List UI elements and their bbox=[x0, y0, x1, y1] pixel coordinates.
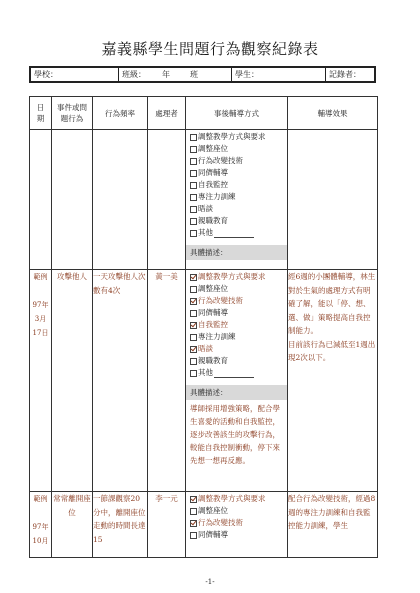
checkbox-option bbox=[190, 283, 287, 295]
checkbox-option bbox=[190, 343, 287, 355]
header-effect: 輔導效果 bbox=[288, 97, 378, 130]
class-label: 班級： bbox=[122, 70, 146, 79]
checkbox-option bbox=[190, 191, 287, 203]
method-cell bbox=[186, 492, 288, 558]
checked-box-icon[interactable] bbox=[190, 496, 197, 503]
checkbox-option bbox=[190, 505, 287, 517]
checkbox-option bbox=[190, 529, 287, 541]
checkbox-label: 行為改變技術 bbox=[198, 518, 243, 527]
empty-box-icon[interactable] bbox=[190, 146, 197, 153]
table-row bbox=[30, 130, 378, 270]
checkbox-label: 調整教學方式與要求 bbox=[198, 132, 266, 141]
header-date: 日期 bbox=[30, 97, 52, 130]
checkbox-option bbox=[190, 355, 287, 367]
checkbox-option bbox=[190, 131, 287, 143]
checkbox-option bbox=[190, 307, 287, 319]
checkbox-label: 晤談 bbox=[198, 204, 213, 213]
checkbox-label: 調整座位 bbox=[198, 506, 228, 515]
other-blank-line bbox=[214, 369, 254, 378]
empty-box-icon[interactable] bbox=[190, 170, 197, 177]
header-method: 事後輔導方式 bbox=[186, 97, 288, 130]
checkbox-list bbox=[186, 270, 287, 379]
header-handler: 處理者 bbox=[148, 97, 186, 130]
event-cell: 常常離開座位 bbox=[52, 492, 93, 558]
checkbox-option bbox=[190, 227, 287, 239]
checkbox-label: 同儕輔導 bbox=[198, 168, 228, 177]
student-info-bar bbox=[29, 66, 376, 83]
checkbox-option bbox=[190, 331, 287, 343]
handler-cell bbox=[148, 130, 186, 270]
school-field: 學校： bbox=[34, 70, 58, 79]
header-event: 事件或問題行為 bbox=[52, 97, 93, 130]
event-cell bbox=[52, 130, 93, 270]
checkbox-list bbox=[186, 130, 287, 239]
date-cell: 範例 97年 3月 17日 bbox=[30, 270, 52, 492]
checkbox-label: 調整教學方式與要求 bbox=[198, 272, 266, 281]
checkbox-label: 同儕輔導 bbox=[198, 308, 228, 317]
empty-box-icon[interactable] bbox=[190, 370, 197, 377]
handler-cell: 黃一美 bbox=[148, 270, 186, 492]
handler-cell: 李一元 bbox=[148, 492, 186, 558]
detail-text bbox=[186, 260, 287, 264]
checkbox-label: 晤談 bbox=[198, 344, 213, 353]
effect-cell: 經6週的小團體輔導，林生對於生氣的處理方式有明確了解，能以「停、想、選、做」策略提高自我控制能力。 目前該行為已減低至1週出現2次以下。 bbox=[288, 270, 378, 492]
checkbox-label: 其他 bbox=[198, 368, 213, 377]
empty-box-icon[interactable] bbox=[190, 182, 197, 189]
header-frequency: 行為頻率 bbox=[93, 97, 148, 130]
checkbox-label: 自我監控 bbox=[198, 320, 228, 329]
grade-label: 年 bbox=[162, 70, 170, 79]
method-cell bbox=[186, 270, 288, 492]
checkbox-label: 調整座位 bbox=[198, 144, 228, 153]
method-cell bbox=[186, 130, 288, 270]
table-header-row bbox=[30, 97, 378, 130]
empty-box-icon[interactable] bbox=[190, 310, 197, 317]
empty-box-icon[interactable] bbox=[190, 134, 197, 141]
empty-box-icon[interactable] bbox=[190, 286, 197, 293]
page-number: -1- bbox=[205, 578, 215, 586]
other-blank-line bbox=[214, 229, 254, 238]
checkbox-option bbox=[190, 493, 287, 505]
empty-box-icon[interactable] bbox=[190, 358, 197, 365]
checkbox-label: 自我監控 bbox=[198, 180, 228, 189]
empty-box-icon[interactable] bbox=[190, 532, 197, 539]
class-unit-label: 班 bbox=[190, 70, 198, 79]
table-row bbox=[30, 492, 378, 558]
recorder-field: 記錄者： bbox=[325, 68, 374, 81]
empty-box-icon[interactable] bbox=[190, 194, 197, 201]
checkbox-label: 調整座位 bbox=[198, 284, 228, 293]
checked-box-icon[interactable] bbox=[190, 298, 197, 305]
checked-box-icon[interactable] bbox=[190, 346, 197, 353]
checkbox-label: 親職教育 bbox=[198, 216, 228, 225]
checked-box-icon[interactable] bbox=[190, 520, 197, 527]
checkbox-option bbox=[190, 203, 287, 215]
table-row bbox=[30, 270, 378, 492]
empty-box-icon[interactable] bbox=[190, 334, 197, 341]
frequency-cell bbox=[93, 130, 148, 270]
student-field: 學生： bbox=[231, 68, 325, 81]
checkbox-option bbox=[190, 155, 287, 167]
detail-label: 具體描述： bbox=[186, 245, 287, 260]
event-cell: 攻擊他人 bbox=[52, 270, 93, 492]
frequency-cell: 一節課觀察20分中，離開座位走動的時間長達15 bbox=[93, 492, 148, 558]
checkbox-label: 親職教育 bbox=[198, 356, 228, 365]
checkbox-option bbox=[190, 295, 287, 307]
checkbox-list bbox=[186, 492, 287, 541]
checkbox-label: 調整教學方式與要求 bbox=[198, 494, 266, 503]
checkbox-option bbox=[190, 319, 287, 331]
date-cell: 範例 97年 10月 bbox=[30, 492, 52, 558]
effect-cell: 配合行為改變技術，經過8週的專注力訓練和自我監控能力訓練，學生 bbox=[288, 492, 378, 558]
checkbox-option bbox=[190, 367, 287, 379]
checked-box-icon[interactable] bbox=[190, 274, 197, 281]
checkbox-label: 其他 bbox=[198, 228, 213, 237]
empty-box-icon[interactable] bbox=[190, 508, 197, 515]
checkbox-label: 行為改變技術 bbox=[198, 156, 243, 165]
class-field bbox=[118, 68, 231, 81]
empty-box-icon[interactable] bbox=[190, 230, 197, 237]
checkbox-label: 專注力訓練 bbox=[198, 332, 236, 341]
checkbox-label: 行為改變技術 bbox=[198, 296, 243, 305]
checkbox-option bbox=[190, 167, 287, 179]
page-title: 嘉義縣學生問題行為觀察紀錄表 bbox=[101, 40, 319, 58]
empty-box-icon[interactable] bbox=[190, 158, 197, 165]
checkbox-label: 同儕輔導 bbox=[198, 530, 228, 539]
checkbox-option bbox=[190, 143, 287, 155]
detail-text: 導師採用增強策略，配合學生喜愛的活動和自我監控，逐步改善該生的攻擊行為，較能自我控制衝動，停下來先想一想再反應。 bbox=[190, 404, 280, 465]
empty-box-icon[interactable] bbox=[190, 218, 197, 225]
checkbox-option bbox=[190, 517, 287, 529]
detail-label: 具體描述： bbox=[186, 385, 287, 400]
observation-table bbox=[29, 96, 378, 558]
checkbox-label: 專注力訓練 bbox=[198, 192, 236, 201]
checkbox-option bbox=[190, 271, 287, 283]
empty-box-icon[interactable] bbox=[190, 206, 197, 213]
frequency-cell: 一天攻擊他人次數有4次 bbox=[93, 270, 148, 492]
effect-cell bbox=[288, 130, 378, 270]
checked-box-icon[interactable] bbox=[190, 322, 197, 329]
date-cell bbox=[30, 130, 52, 270]
checkbox-option bbox=[190, 179, 287, 191]
checkbox-option bbox=[190, 215, 287, 227]
